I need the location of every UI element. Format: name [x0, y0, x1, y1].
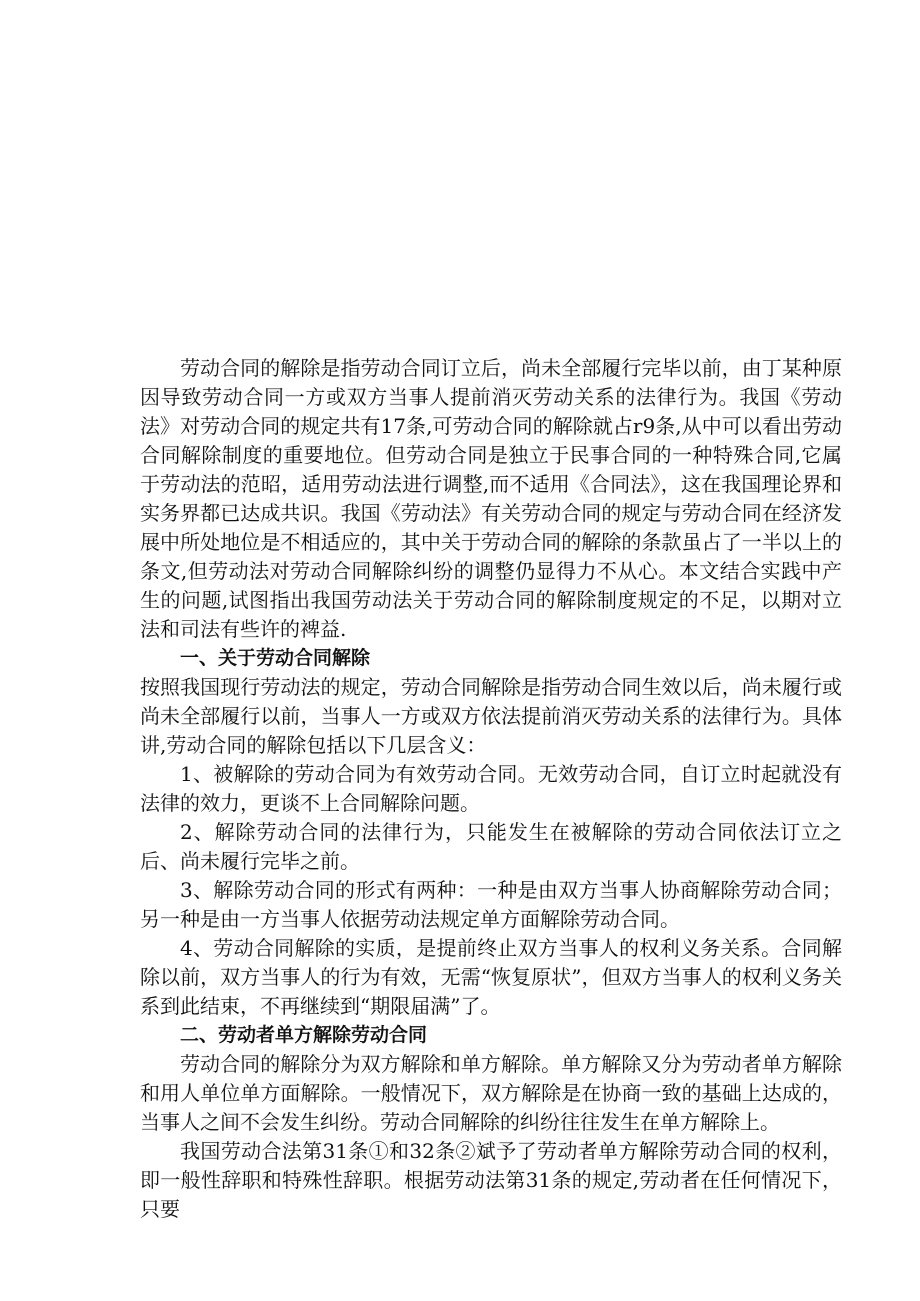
- list-item-1: 1、被解除的劳动合同为有效劳动合同。无效劳动合同，自订立时起就没有法律的效力，更谈不上合同解除问题。: [140, 762, 842, 815]
- intro-paragraph: 劳动合同的解除是指劳动合同订立后，尚未全部履行完毕以前，由丁某种原因导致劳动合同一方或双方当事人提前消灭劳动关系的法律行为。我国《劳动法》对劳动合同的规定共有17条,可劳动合同的解除就占r9条,从中可以看出劳动合同解除制度的重要地位。但劳动合同是独立于民事合同的一种特殊合同,它属于劳动法的范昭，适用劳动法进行调整,而不适用《合同法》，这在我国理论界和实务界都已达成共识。我国《劳动法》有关劳动合同的规定与劳动合同在经济发展中所处地位是不相适应的，其中关于劳动合同的解除的条款虽占了一半以上的条文,但劳动法对劳动合同解除纠纷的调整仍显得力不从心。本文结合实践中产生的问题,试图指出我国劳动法关于劳动合同的解除制度规定的不足，以期对立法和司法有些许的裨益.: [140, 356, 842, 641]
- list-item-4: 4、劳动合同解除的实质，是提前终止双方当事人的权利义务关系。合同解除以前，双方当事人的行为有效，无需“恢复原状”，但双方当事人的权利义务关系到此结束，不再继续到“期限届满”了。: [140, 936, 842, 1018]
- section-heading-2: 二、劳动者单方解除劳动合同: [180, 1024, 428, 1046]
- document-body: [140, 354, 842, 1224]
- definition-paragraph: 按照我国现行劳动法的规定，劳动合同解除是指劳动合同生效以后，尚未履行或尚未全部履行以前，当事人一方或双方依法提前消灭劳动关系的法律行为。具体讲,劳动合同的解除包括以下几层含义：: [140, 675, 842, 757]
- list-item-3: 3、解除劳动合同的形式有两种：一种是由双方当事人协商解除劳动合同；另一种是由一方当事人依据劳动法规定单方面解除劳动合同。: [140, 878, 842, 931]
- section-2-paragraph-1: 劳动合同的解除分为双方解除和单方解除。单方解除又分为劳动者单方解除和用人单位单方面解除。一般情况下，双方解除是在协商一致的基础上达成的，当事人之间不会发生纠纷。劳动合同解除的纠纷往往发生在单方解除上。: [140, 1052, 842, 1134]
- section-2-paragraph-2: 我国劳动合法第31条①和32条②斌予了劳动者单方解除劳动合同的权利，即一般性辞职和特殊性辞职。根据劳动法第31条的规定,劳动者在任何情况下，只要: [140, 1139, 842, 1221]
- list-item-2: 2、解除劳动合同的法律行为，只能发生在被解除的劳动合同依法订立之后、尚未履行完毕之前。: [140, 820, 842, 873]
- section-heading-1: 一、关于劳动合同解除: [180, 647, 371, 669]
